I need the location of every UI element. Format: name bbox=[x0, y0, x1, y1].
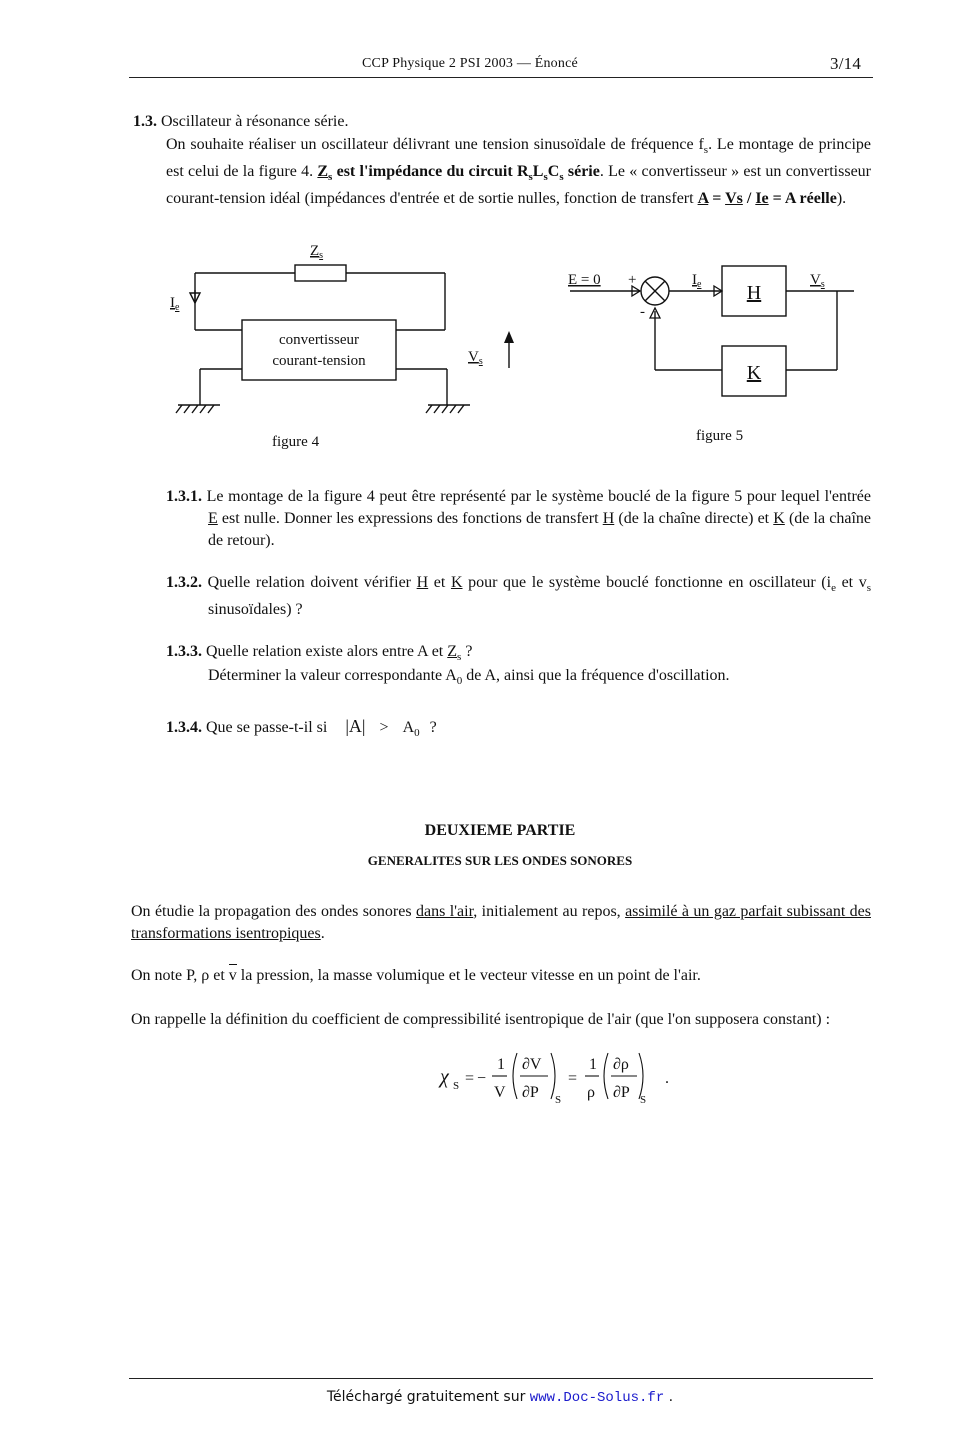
q132-text-c: pour que le système bouclé fonctionne en oscillateur (i bbox=[462, 574, 832, 591]
intro-u1: dans l'air bbox=[415, 903, 474, 920]
q131-text-c: (de la chaîne directe) et bbox=[614, 510, 774, 527]
q134-a0: A bbox=[402, 719, 415, 736]
vs-symbol: Vs bbox=[725, 190, 743, 208]
q133-line2b: de A, ainsi que la fréquence d'oscillation. bbox=[462, 667, 730, 684]
footer-end: . bbox=[664, 1389, 674, 1405]
part-title: DEUXIEME PARTIE bbox=[424, 822, 576, 839]
c-sub: s bbox=[559, 171, 564, 184]
sub-s-2: S bbox=[640, 1094, 647, 1106]
header-rule bbox=[129, 77, 873, 78]
q131-text-a: Le montage de la figure 4 peut être représenté par le système bouclé de la figure 5 pour lequel l'entrée bbox=[202, 488, 871, 505]
para-text-3: . Le « convertisseur » est un convertisseur courant-tension idéal (impédances d'entrée et de sortie nulles, fonction de transfert bbox=[166, 163, 872, 208]
serie-text: série bbox=[563, 163, 600, 181]
converter-line2: courant-tension bbox=[272, 353, 366, 369]
ie-symbol: Ie bbox=[755, 190, 769, 208]
frac3-den: ρ bbox=[587, 1084, 595, 1101]
section-number: 1.3. bbox=[133, 113, 157, 130]
vector-arrow bbox=[229, 964, 237, 965]
figure-5-caption: figure 5 bbox=[696, 428, 744, 444]
section-title: Oscillateur à résonance série. bbox=[161, 113, 349, 130]
eq-2: = bbox=[568, 1070, 578, 1087]
header-title: CCP Physique 2 PSI 2003 — Énoncé bbox=[362, 56, 578, 71]
intro-c: . bbox=[320, 925, 325, 942]
fs-sub: s bbox=[703, 144, 709, 157]
q133-line2a: Déterminer la valeur correspondante A bbox=[208, 667, 457, 684]
footer bbox=[0, 1389, 980, 1406]
q131-text-d: (de la chaîne de retour). bbox=[208, 510, 871, 549]
figure-4-caption: figure 4 bbox=[272, 434, 320, 450]
zs-label: $Z_s$ bbox=[310, 243, 324, 261]
q132-k: K bbox=[450, 574, 463, 591]
intro-u2: assimilé à un gaz parfait subissant des transformations isentropiques bbox=[131, 903, 871, 942]
reminder-paragraph: On rappelle la définition du coefficient de compressibilité isentropique de l'air (que l'on supposera constant) : bbox=[131, 1011, 831, 1028]
slash: / bbox=[742, 190, 756, 208]
c-symbol: C bbox=[547, 163, 560, 181]
q132-sub-e: e bbox=[831, 582, 836, 595]
q133-number: 1.3.3. bbox=[166, 643, 202, 660]
frac1-num: 1 bbox=[497, 1056, 505, 1073]
ie-label-5: $I_e$ bbox=[692, 272, 702, 290]
frac1-den: V bbox=[494, 1084, 506, 1101]
notation-paragraph bbox=[131, 965, 871, 987]
q133-z: Z bbox=[447, 643, 458, 660]
figure-4-circuit bbox=[160, 235, 530, 455]
q134-zero: 0 bbox=[414, 727, 420, 740]
converter-line1: convertisseur bbox=[279, 332, 359, 348]
l-symbol: L bbox=[532, 163, 544, 181]
q132-text-d: et v bbox=[835, 574, 867, 591]
q134-gt: > bbox=[379, 719, 389, 736]
minus-sign: - bbox=[640, 304, 645, 320]
vector-v bbox=[229, 965, 237, 987]
q132-text-a: Quelle relation doivent vérifier bbox=[202, 574, 417, 591]
q134-abs-a: |A| bbox=[345, 716, 366, 736]
converter-box bbox=[242, 320, 396, 380]
frac2-num: ∂V bbox=[522, 1056, 542, 1073]
figure-5-block-diagram bbox=[560, 258, 870, 448]
section-heading bbox=[133, 111, 348, 133]
page-number: 3/14 bbox=[830, 54, 862, 73]
q132-h: H bbox=[416, 574, 429, 591]
vs-arrow-head bbox=[504, 331, 514, 343]
impedance-text: est l'impédance du circuit bbox=[332, 163, 517, 181]
footer-text: Téléchargé gratuitement sur bbox=[326, 1389, 530, 1405]
frac2-den: ∂P bbox=[522, 1084, 539, 1101]
q131-e: E bbox=[208, 510, 218, 527]
frac4-den: ∂P bbox=[613, 1084, 630, 1101]
a-reelle: = A réelle bbox=[768, 190, 837, 208]
r-sub: s bbox=[528, 171, 533, 184]
intro-paragraph bbox=[131, 901, 871, 945]
frac3-num: 1 bbox=[589, 1056, 597, 1073]
zs-symbol: Z bbox=[317, 163, 329, 181]
q132-text-f: sinusoïdales) ? bbox=[208, 601, 303, 619]
para-close: ). bbox=[836, 190, 847, 208]
q132-sub-s: s bbox=[866, 582, 872, 595]
q134-number: 1.3.4. bbox=[166, 719, 202, 736]
intro-b: , initialement au repos, bbox=[473, 903, 626, 920]
q131-text-b: est nulle. Donner les expressions des fonctions de transfert bbox=[217, 510, 603, 527]
a-symbol: A bbox=[697, 190, 709, 208]
para-text: On souhaite réaliser un oscillateur délivrant une tension sinusoïdale de fréquence bbox=[166, 136, 694, 153]
v-letter: v bbox=[228, 967, 237, 984]
minus: − bbox=[477, 1070, 487, 1087]
zs-sub: s bbox=[328, 171, 333, 184]
q131-h: H bbox=[602, 510, 615, 527]
part-subtitle: GENERALITES SUR LES ONDES SONORES bbox=[367, 853, 633, 868]
e-zero-label: E = 0 bbox=[568, 272, 601, 288]
q133-zero: 0 bbox=[456, 675, 463, 688]
footer-link[interactable]: www.Doc-Solus.fr bbox=[529, 1390, 665, 1406]
question-1-3-4 bbox=[166, 715, 437, 744]
sub-s-1: S bbox=[555, 1094, 562, 1106]
footer-rule bbox=[129, 1378, 873, 1379]
q133-text-a: Quelle relation existe alors entre A et bbox=[202, 643, 448, 660]
plus-sign: + bbox=[628, 272, 637, 288]
ie-label: $I_e$ bbox=[170, 295, 180, 313]
q132-text-b: et bbox=[428, 574, 451, 591]
l-sub: s bbox=[543, 171, 548, 184]
eq-1: = bbox=[465, 1070, 475, 1087]
question-1-3-2 bbox=[166, 572, 871, 621]
compressibility-formula bbox=[435, 1045, 695, 1110]
question-1-3-3-line2 bbox=[208, 665, 730, 692]
chi-sub: S bbox=[453, 1080, 460, 1092]
q131-k: K bbox=[773, 510, 785, 527]
q133-text-b: ? bbox=[461, 643, 473, 660]
r-symbol: R bbox=[516, 163, 529, 181]
q134-q: ? bbox=[429, 719, 437, 736]
h-label: H bbox=[746, 282, 762, 304]
note-a: On note P, ρ et bbox=[131, 967, 229, 984]
zs-resistor bbox=[295, 265, 346, 281]
section-paragraph bbox=[166, 134, 871, 210]
frac4-num: ∂ρ bbox=[613, 1056, 629, 1073]
question-1-3-1 bbox=[166, 486, 871, 552]
q133-sub: s bbox=[457, 651, 462, 664]
vs-label-5: $V_s$ bbox=[810, 272, 825, 290]
eq-sign: = bbox=[708, 190, 726, 208]
para-text-2: . Le montage de principe est celui de la figure 4. bbox=[166, 136, 872, 181]
end-dot: . bbox=[665, 1070, 669, 1087]
q132-number: 1.3.2. bbox=[166, 574, 202, 591]
intro-a: On étudie la propagation des ondes sonores bbox=[131, 903, 416, 920]
vs-label: $V_s$ bbox=[468, 349, 483, 367]
note-b: la pression, la masse volumique et le vecteur vitesse en un point de l'air. bbox=[236, 967, 701, 984]
q131-number: 1.3.1. bbox=[166, 488, 202, 505]
k-label: K bbox=[746, 362, 762, 384]
chi-symbol: χ bbox=[440, 1066, 449, 1088]
q134-text-a: Que se passe-t-il si bbox=[202, 719, 332, 736]
fs-symbol: f bbox=[698, 136, 704, 153]
